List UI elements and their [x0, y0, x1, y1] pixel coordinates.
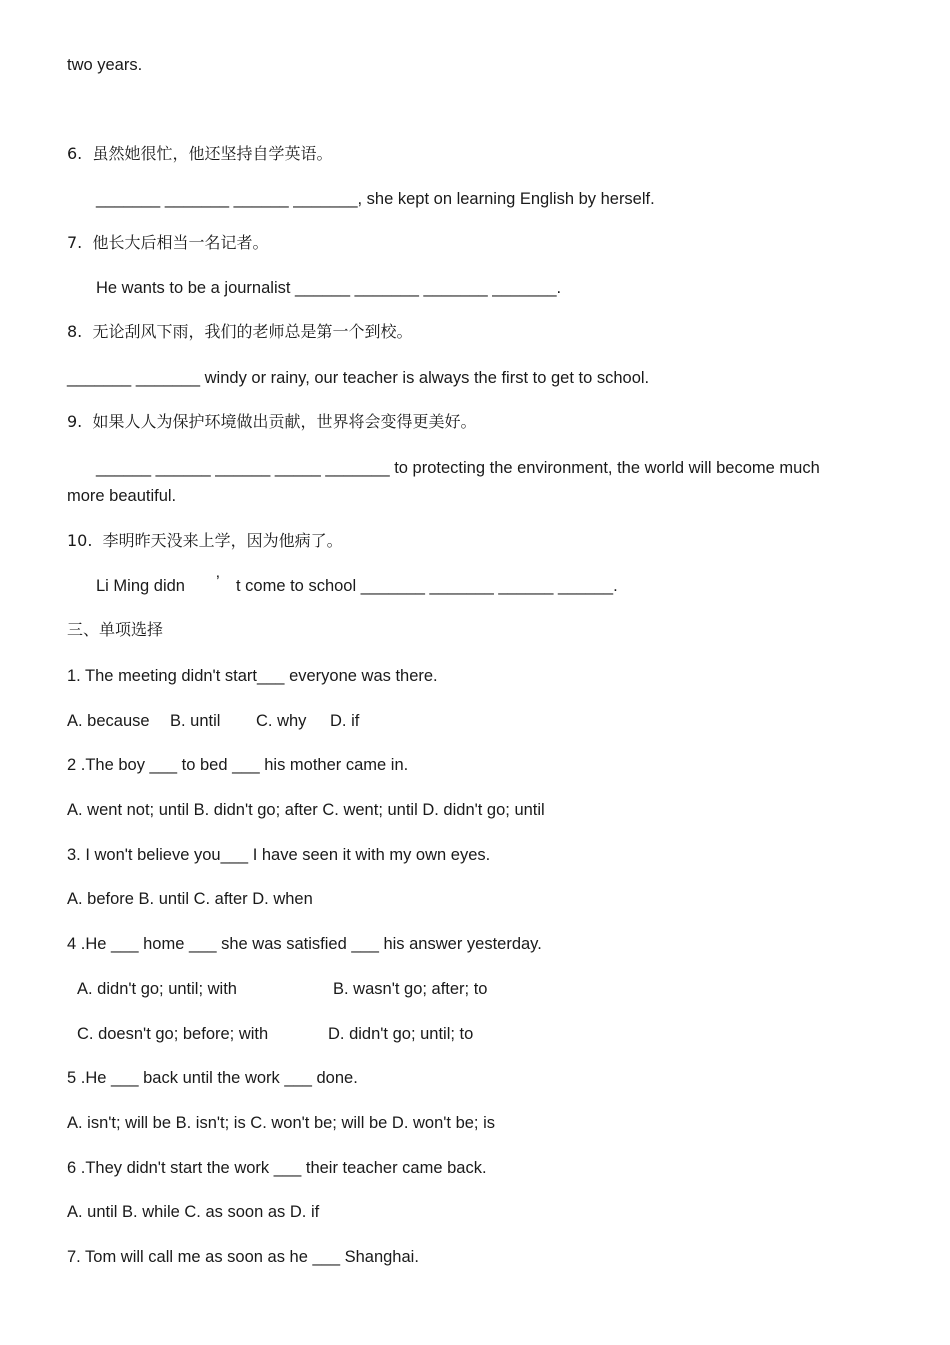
mc-option-1c: C. why — [256, 712, 307, 730]
translation-prompt-6: 6. 虽然她很忙，他还坚持自学英语。 — [67, 144, 333, 163]
mc-question-2: 2 .The boy ___ to bed ___ his mother came in. — [67, 756, 409, 774]
mc-question-5: 5 .He ___ back until the work ___ done. — [67, 1069, 358, 1087]
translation-answer-8: _______ _______ windy or rainy, our teacher is always the first to get to school. — [67, 369, 650, 387]
continuation-text: two years. — [67, 56, 143, 74]
mc-option-4a: A. didn't go; until; with — [77, 980, 237, 998]
mc-options-3: A. before B. until C. after D. when — [67, 890, 313, 908]
translation-answer-7: He wants to be a journalist ______ _______ _______ _______. — [96, 279, 562, 297]
mc-question-4: 4 .He ___ home ___ she was satisfied ___ his answer yesterday. — [67, 935, 542, 953]
translation-prompt-7: 7. 他长大后相当一名记者。 — [67, 233, 269, 252]
translation-answer-9-cont: more beautiful. — [67, 487, 177, 505]
translation-answer-10b: t come to school _______ _______ ______ ______. — [236, 577, 618, 595]
translation-answer-6: _______ _______ ______ _______, she kept on learning English by herself. — [96, 190, 655, 208]
mc-options-6: A. until B. while C. as soon as D. if — [67, 1203, 320, 1221]
mc-question-7: 7. Tom will call me as soon as he ___ Shanghai. — [67, 1248, 419, 1266]
mc-options-2: A. went not; until B. didn't go; after C. went; until D. didn't go; until — [67, 801, 545, 819]
mc-options-5: A. isn't; will be B. isn't; is C. won't be; will be D. won't be; is — [67, 1114, 496, 1132]
mc-question-3: 3. I won't believe you___ I have seen it with my own eyes. — [67, 846, 491, 864]
mc-option-4b: B. wasn't go; after; to — [333, 980, 488, 998]
mc-option-4d: D. didn't go; until; to — [328, 1025, 474, 1043]
mc-option-4c: C. doesn't go; before; with — [77, 1025, 269, 1043]
mc-option-1a: A. because — [67, 712, 150, 730]
translation-prompt-10: 10. 李明昨天没来上学，因为他病了。 — [67, 531, 343, 550]
mc-option-1d: D. if — [330, 712, 360, 730]
section-title: 三、单项选择 — [67, 620, 164, 639]
translation-answer-10a: Li Ming didn — [96, 577, 185, 595]
mc-question-1: 1. The meeting didn't start___ everyone was there. — [67, 667, 438, 685]
translation-answer-9: ______ ______ ______ _____ _______ to protecting the environment, the world will become much — [96, 459, 820, 477]
translation-answer-10-apostrophe: ’ — [216, 573, 220, 591]
mc-question-6: 6 .They didn't start the work ___ their teacher came back. — [67, 1159, 487, 1177]
translation-prompt-8: 8. 无论刮风下雨，我们的老师总是第一个到校。 — [67, 322, 413, 341]
mc-option-1b: B. until — [170, 712, 221, 730]
translation-prompt-9: 9. 如果人人为保护环境做出贡献，世界将会变得更美好。 — [67, 412, 477, 431]
